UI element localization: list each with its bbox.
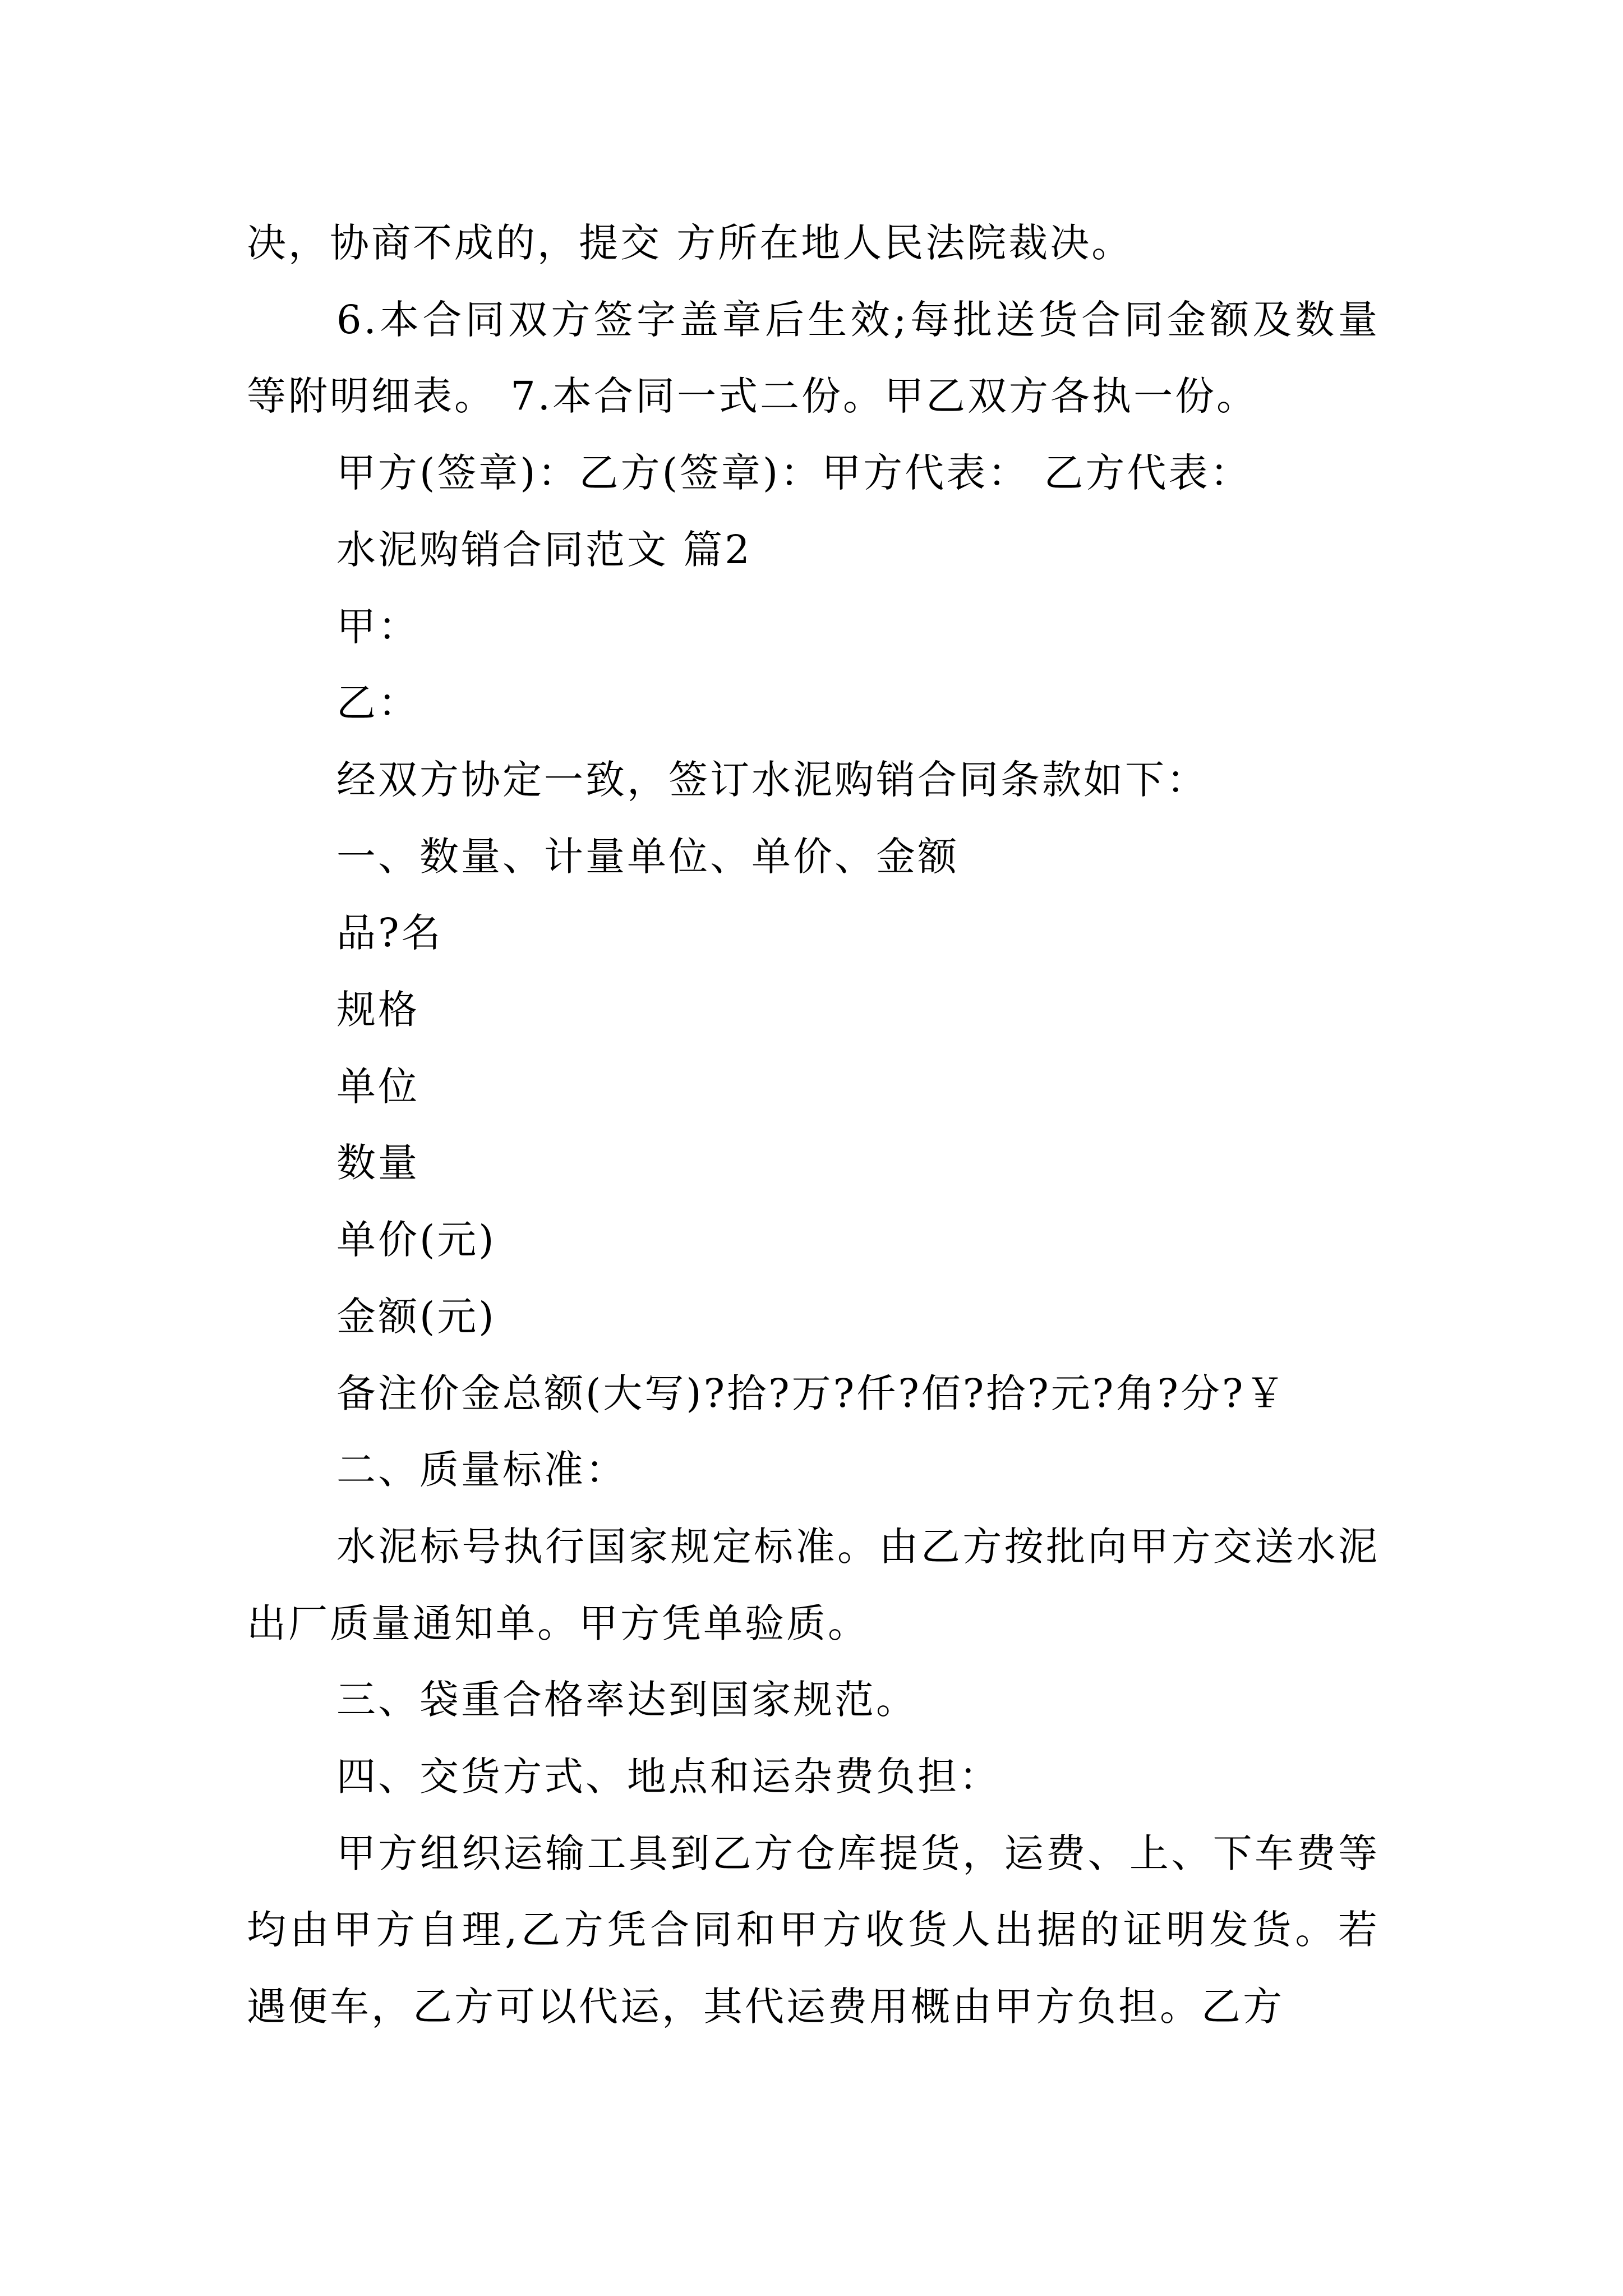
field-amount: 金额(元) — [336, 1293, 496, 1340]
party-a-line: 甲： — [336, 603, 419, 650]
paragraph-effective-clause: 6.本合同双方签字盖章后生效;每批送货合同金额及数量等附明细表。 7.本合同一式二份。甲乙双方各执一份。 — [247, 296, 1380, 420]
field-total-amount: 备注价金总额(大写)?拾?万?仟?佰?拾?元?角?分?￥ — [336, 1370, 1287, 1416]
field-quantity: 数量 — [336, 1140, 419, 1186]
party-b-line: 乙： — [336, 680, 419, 726]
field-unit-price: 单价(元) — [336, 1217, 496, 1263]
paragraph-agreement-intro: 经双方协定一致，签订水泥购销合同条款如下： — [336, 756, 1208, 803]
field-product-name: 品?名 — [336, 910, 443, 956]
clause-bag-weight: 三、袋重合格率达到国家规范。 — [336, 1677, 917, 1723]
paragraph-dispute-resolution: 决，协商不成的，提交 方所在地人民法院裁决。 — [247, 220, 1133, 266]
clause-heading-quality: 二、质量标准： — [336, 1447, 627, 1493]
paragraph-signature-line: 甲方(签章)：乙方(签章)：甲方代表： 乙方代表： — [336, 450, 1252, 496]
document-body — [247, 205, 1380, 2045]
paragraph-quality-standard: 水泥标号执行国家规定标准。由乙方按批向甲方交送水泥出厂质量通知单。甲方凭单验质。 — [247, 1523, 1380, 1646]
field-specification: 规格 — [336, 987, 419, 1033]
clause-heading-quantity: 一、数量、计量单位、单价、金额 — [336, 833, 959, 880]
paragraph-delivery-terms: 甲方组织运输工具到乙方仓库提货，运费、上、下车费等均由甲方自理,乙方凭合同和甲方收货人出据的证明发货。若遇便车，乙方可以代运，其代运费用概由甲方负担。乙方 — [247, 1830, 1380, 2030]
section-heading-part-2: 水泥购销合同范文 篇2 — [336, 526, 752, 573]
field-unit: 单位 — [336, 1063, 419, 1110]
clause-heading-delivery: 四、交货方式、地点和运杂费负担： — [336, 1754, 1000, 1800]
